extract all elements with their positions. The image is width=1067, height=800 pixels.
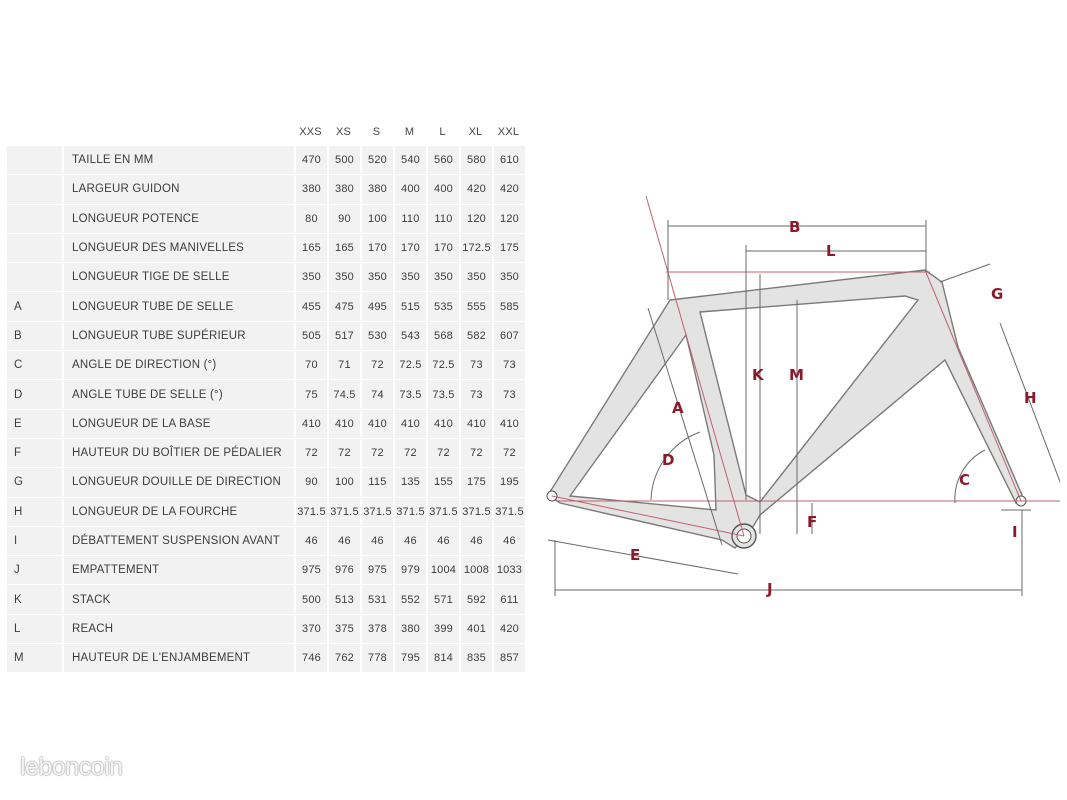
row-letter: K: [7, 585, 62, 614]
cell-m: 170: [393, 234, 426, 263]
table-row: [7, 439, 525, 468]
cell-xs: 380: [327, 175, 360, 204]
cell-xl: 350: [459, 263, 492, 292]
cell-xl: 592: [459, 585, 492, 614]
cell-xl: 120: [459, 205, 492, 234]
table-row: [7, 322, 525, 351]
bike-frame: [547, 270, 1026, 548]
head-tube-axis: [925, 270, 1021, 501]
table-row: [7, 263, 525, 292]
label-M: M: [789, 366, 804, 384]
table-row: [7, 556, 525, 585]
cell-m: 515: [393, 292, 426, 321]
cell-xl: 1008: [459, 556, 492, 585]
cell-xxs: 370: [294, 615, 327, 644]
row-label: EMPATTEMENT: [64, 556, 294, 585]
row-label: DÉBATTEMENT SUSPENSION AVANT: [64, 527, 294, 556]
size-header-l: L: [439, 126, 446, 138]
row-letter: E: [7, 410, 62, 439]
row-letter: [7, 263, 62, 292]
cell-xs: 475: [327, 292, 360, 321]
cell-l: 571: [426, 585, 459, 614]
table-row: [7, 527, 525, 556]
cell-s: 495: [360, 292, 393, 321]
cell-xs: 410: [327, 410, 360, 439]
cell-l: 350: [426, 263, 459, 292]
cell-l: 410: [426, 410, 459, 439]
cell-m: 350: [393, 263, 426, 292]
cell-xxs: 505: [294, 322, 327, 351]
label-I: I: [1012, 523, 1018, 541]
cell-m: 410: [393, 410, 426, 439]
cell-l: 400: [426, 175, 459, 204]
size-header-xxl: XXL: [497, 126, 520, 138]
cell-l: 72.5: [426, 351, 459, 380]
cell-xl: 175: [459, 468, 492, 497]
table-row: [7, 410, 525, 439]
cell-l: 535: [426, 292, 459, 321]
row-letter: L: [7, 615, 62, 644]
label-E: E: [630, 546, 641, 564]
cell-m: 795: [393, 644, 426, 673]
row-label: LONGUEUR DE LA FOURCHE: [64, 498, 294, 527]
cell-m: 400: [393, 175, 426, 204]
cell-xl: 410: [459, 410, 492, 439]
cell-xl: 401: [459, 615, 492, 644]
cell-xs: 74.5: [327, 380, 360, 409]
cell-xxs: 90: [294, 468, 327, 497]
geometry-table-body: [7, 146, 525, 673]
row-label: ANGLE TUBE DE SELLE (°): [64, 380, 294, 409]
cell-xxl: 585: [492, 292, 525, 321]
cell-l: 568: [426, 322, 459, 351]
cell-xxl: 410: [492, 410, 525, 439]
cell-xxl: 46: [492, 527, 525, 556]
cell-xxs: 746: [294, 644, 327, 673]
table-row: [7, 644, 525, 673]
cell-xxs: 380: [294, 175, 327, 204]
table-row: [7, 585, 525, 614]
cell-xxl: 120: [492, 205, 525, 234]
cell-xxl: 607: [492, 322, 525, 351]
header-letter-blank: [7, 118, 62, 146]
table-row: [7, 351, 525, 380]
header-label-blank: [64, 118, 294, 146]
cell-xs: 350: [327, 263, 360, 292]
row-letter: G: [7, 468, 62, 497]
row-label: STACK: [64, 585, 294, 614]
cell-s: 778: [360, 644, 393, 673]
cell-s: 72: [360, 351, 393, 380]
cell-xl: 835: [459, 644, 492, 673]
cell-m: 552: [393, 585, 426, 614]
cell-l: 73.5: [426, 380, 459, 409]
row-letter: F: [7, 439, 62, 468]
cell-xxl: 72: [492, 439, 525, 468]
cell-xxs: 80: [294, 205, 327, 234]
row-label: ANGLE DE DIRECTION (°): [64, 351, 294, 380]
cell-s: 530: [360, 322, 393, 351]
table-row: [7, 205, 525, 234]
table-row: [7, 234, 525, 263]
label-J: J: [767, 580, 773, 598]
cell-l: 110: [426, 205, 459, 234]
cell-l: 371.5: [426, 498, 459, 527]
label-B: B: [789, 218, 801, 236]
cell-xxl: 420: [492, 175, 525, 204]
geometry-table: [7, 118, 525, 673]
cell-xs: 100: [327, 468, 360, 497]
row-letter: J: [7, 556, 62, 585]
cell-m: 135: [393, 468, 426, 497]
cell-s: 74: [360, 380, 393, 409]
label-F: F: [807, 513, 818, 531]
cell-xxs: 500: [294, 585, 327, 614]
cell-xxs: 410: [294, 410, 327, 439]
cell-xl: 73: [459, 380, 492, 409]
row-label: HAUTEUR DU BOÎTIER DE PÉDALIER: [64, 439, 294, 468]
cell-xxl: 420: [492, 615, 525, 644]
cell-xl: 172.5: [459, 234, 492, 263]
table-row: [7, 498, 525, 527]
row-letter: C: [7, 351, 62, 380]
cell-xs: 46: [327, 527, 360, 556]
cell-xl: 371.5: [459, 498, 492, 527]
cell-xs: 500: [327, 146, 360, 175]
cell-xs: 513: [327, 585, 360, 614]
size-header-xl: XL: [468, 126, 483, 138]
size-header-m: M: [404, 126, 415, 138]
cell-xs: 976: [327, 556, 360, 585]
cell-l: 170: [426, 234, 459, 263]
cell-l: 46: [426, 527, 459, 556]
cell-xxs: 975: [294, 556, 327, 585]
cell-xs: 71: [327, 351, 360, 380]
row-letter: I: [7, 527, 62, 556]
cell-xl: 46: [459, 527, 492, 556]
cell-l: 560: [426, 146, 459, 175]
row-label: LONGUEUR TIGE DE SELLE: [64, 263, 294, 292]
label-D: D: [662, 451, 675, 469]
label-H: H: [1024, 389, 1037, 407]
cell-xs: 762: [327, 644, 360, 673]
cell-s: 380: [360, 175, 393, 204]
cell-xs: 72: [327, 439, 360, 468]
cell-xxs: 350: [294, 263, 327, 292]
cell-s: 72: [360, 439, 393, 468]
cell-xxl: 350: [492, 263, 525, 292]
size-header-s: S: [372, 126, 381, 138]
cell-m: 110: [393, 205, 426, 234]
size-header-xs: XS: [335, 126, 352, 138]
cell-s: 350: [360, 263, 393, 292]
size-header-row: [7, 118, 525, 146]
row-label: LARGEUR GUIDON: [64, 175, 294, 204]
cell-xxs: 455: [294, 292, 327, 321]
label-L: L: [826, 242, 836, 260]
cell-m: 979: [393, 556, 426, 585]
dim-E-line: [548, 540, 738, 574]
row-label: TAILLE EN MM: [64, 146, 294, 175]
cell-xxs: 470: [294, 146, 327, 175]
row-label: REACH: [64, 615, 294, 644]
cell-l: 814: [426, 644, 459, 673]
cell-xxl: 857: [492, 644, 525, 673]
cell-xs: 517: [327, 322, 360, 351]
cell-s: 46: [360, 527, 393, 556]
cell-s: 531: [360, 585, 393, 614]
cell-s: 975: [360, 556, 393, 585]
row-label: LONGUEUR TUBE DE SELLE: [64, 292, 294, 321]
cell-s: 520: [360, 146, 393, 175]
table-row: [7, 615, 525, 644]
cell-xl: 580: [459, 146, 492, 175]
cell-l: 399: [426, 615, 459, 644]
row-letter: B: [7, 322, 62, 351]
cell-xxl: 610: [492, 146, 525, 175]
cell-xl: 555: [459, 292, 492, 321]
cell-s: 115: [360, 468, 393, 497]
table-row: [7, 146, 525, 175]
row-letter: D: [7, 380, 62, 409]
cell-xxl: 73: [492, 351, 525, 380]
row-label: LONGUEUR POTENCE: [64, 205, 294, 234]
cell-xs: 371.5: [327, 498, 360, 527]
cell-s: 100: [360, 205, 393, 234]
row-letter: [7, 234, 62, 263]
table-row: [7, 380, 525, 409]
row-label: HAUTEUR DE L'ENJAMBEMENT: [64, 644, 294, 673]
row-letter: [7, 146, 62, 175]
cell-xs: 375: [327, 615, 360, 644]
cell-m: 371.5: [393, 498, 426, 527]
dim-G-line: [940, 264, 990, 282]
cell-s: 170: [360, 234, 393, 263]
cell-xxl: 1033: [492, 556, 525, 585]
size-header-xxs: XXS: [299, 126, 322, 138]
label-A: A: [672, 399, 684, 417]
cell-s: 410: [360, 410, 393, 439]
table-row: [7, 175, 525, 204]
cell-s: 371.5: [360, 498, 393, 527]
label-C: C: [959, 471, 971, 489]
cell-xxl: 175: [492, 234, 525, 263]
row-letter: [7, 205, 62, 234]
row-label: LONGUEUR TUBE SUPÉRIEUR: [64, 322, 294, 351]
cell-xs: 165: [327, 234, 360, 263]
cell-xs: 90: [327, 205, 360, 234]
row-label: LONGUEUR DES MANIVELLES: [64, 234, 294, 263]
cell-xxs: 371.5: [294, 498, 327, 527]
row-letter: H: [7, 498, 62, 527]
row-letter: [7, 175, 62, 204]
cell-m: 543: [393, 322, 426, 351]
row-letter: M: [7, 644, 62, 673]
row-letter: A: [7, 292, 62, 321]
cell-m: 46: [393, 527, 426, 556]
cell-xl: 72: [459, 439, 492, 468]
cell-xxl: 371.5: [492, 498, 525, 527]
cell-m: 73.5: [393, 380, 426, 409]
cell-xxl: 195: [492, 468, 525, 497]
cell-m: 380: [393, 615, 426, 644]
cell-xxs: 165: [294, 234, 327, 263]
row-label: LONGUEUR DE LA BASE: [64, 410, 294, 439]
cell-l: 155: [426, 468, 459, 497]
label-K: K: [752, 366, 764, 384]
table-row: [7, 292, 525, 321]
cell-xxs: 72: [294, 439, 327, 468]
cell-m: 72: [393, 439, 426, 468]
label-G: G: [991, 285, 1004, 303]
cell-xxs: 70: [294, 351, 327, 380]
leboncoin-watermark: leboncoin: [20, 753, 123, 781]
cell-xl: 420: [459, 175, 492, 204]
frame-geometry-diagram: [540, 190, 1060, 620]
cell-m: 540: [393, 146, 426, 175]
cell-l: 1004: [426, 556, 459, 585]
cell-xl: 73: [459, 351, 492, 380]
table-row: [7, 468, 525, 497]
cell-l: 72: [426, 439, 459, 468]
cell-xl: 582: [459, 322, 492, 351]
cell-xxs: 46: [294, 527, 327, 556]
cell-xxl: 611: [492, 585, 525, 614]
cell-s: 378: [360, 615, 393, 644]
row-label: LONGUEUR DOUILLE DE DIRECTION: [64, 468, 294, 497]
cell-xxl: 73: [492, 380, 525, 409]
cell-xxs: 75: [294, 380, 327, 409]
cell-m: 72.5: [393, 351, 426, 380]
